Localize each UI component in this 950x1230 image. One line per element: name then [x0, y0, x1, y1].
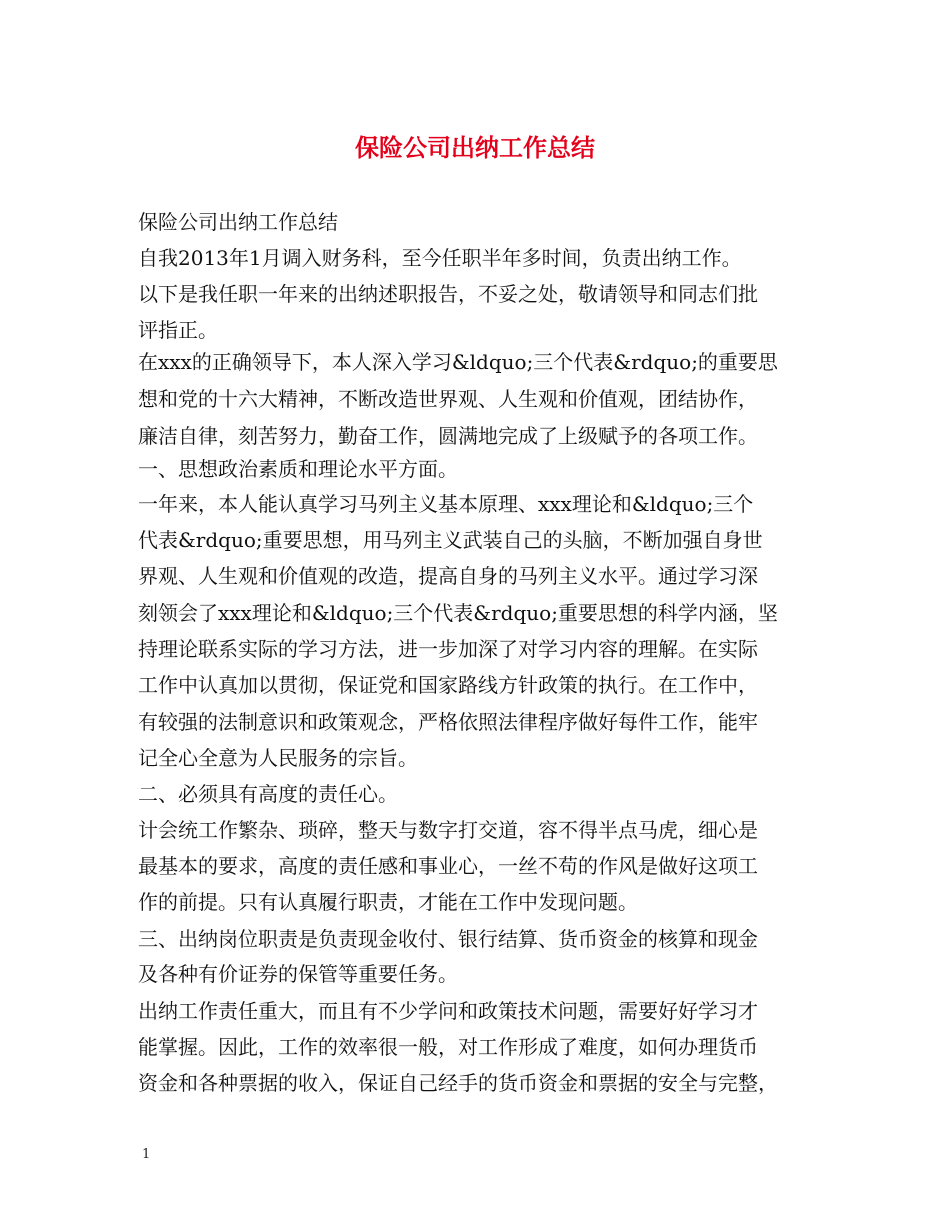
- body-line: 出纳工作责任重大，而且有不少学问和政策技术问题，需要好好学习才: [138, 999, 758, 1023]
- body-line: 有较强的法制意识和政策观念，严格依照法律程序做好每件工作，能牢: [138, 710, 758, 734]
- body-line: 自我2013年1月调入财务科，至今任职半年多时间，负责出纳工作。: [138, 246, 742, 270]
- body-line: 计会统工作繁杂、琐碎，整天与数字打交道，容不得半点马虎，细心是: [138, 818, 758, 842]
- body-line: 工作中认真加以贯彻，保证党和国家路线方针政策的执行。在工作中，: [138, 673, 758, 697]
- body-line: 评指正。: [138, 318, 218, 342]
- page-number: 1: [142, 1147, 151, 1162]
- body-line: 刻领会了xxx理论和&ldquo;三个代表&rdquo;重要思想的科学内涵，坚: [138, 601, 778, 625]
- section-heading: 一、思想政治素质和理论水平方面。: [138, 457, 458, 481]
- section-heading: 三、出纳岗位职责是负责现金收付、银行结算、货币资金的核算和现金: [138, 927, 758, 951]
- body-line: 最基本的要求，高度的责任感和事业心，一丝不苟的作风是做好这项工: [138, 854, 758, 878]
- section-heading: 二、必须具有高度的责任心。: [138, 782, 398, 806]
- body-line: 记全心全意为人民服务的宗旨。: [138, 746, 418, 770]
- body-line: 持理论联系实际的学习方法，进一步加深了对学习内容的理解。在实际: [138, 637, 758, 661]
- body-line: 想和党的十六大精神，不断改造世界观、人生观和价值观，团结协作，: [138, 387, 758, 411]
- body-line: 以下是我任职一年来的出纳述职报告，不妥之处，敬请领导和同志们批: [138, 282, 758, 306]
- body-line: 廉洁自律，刻苦努力，勤奋工作，圆满地完成了上级赋予的各项工作。: [138, 424, 758, 448]
- body-line: 在xxx的正确领导下，本人深入学习&ldquo;三个代表&rdquo;的重要思: [138, 350, 778, 374]
- body-line: 保险公司出纳工作总结: [138, 210, 338, 234]
- body-line: 资金和各种票据的收入，保证自己经手的货币资金和票据的安全与完整，: [138, 1071, 778, 1095]
- body-line: 代表&rdquo;重要思想，用马列主义武装自己的头脑，不断加强自身世: [138, 528, 763, 552]
- body-line: 能掌握。因此，工作的效率很一般，对工作形成了难度，如何办理货币: [138, 1035, 758, 1059]
- document-title: 保险公司出纳工作总结: [355, 134, 595, 162]
- section-heading: 及各种有价证券的保管等重要任务。: [138, 962, 458, 986]
- body-line: 界观、人生观和价值观的改造，提高自身的马列主义水平。通过学习深: [138, 564, 758, 588]
- body-line: 一年来，本人能认真学习马列主义基本原理、xxx理论和&ldquo;三个: [138, 492, 754, 516]
- body-line: 作的前提。只有认真履行职责，才能在工作中发现问题。: [138, 890, 638, 914]
